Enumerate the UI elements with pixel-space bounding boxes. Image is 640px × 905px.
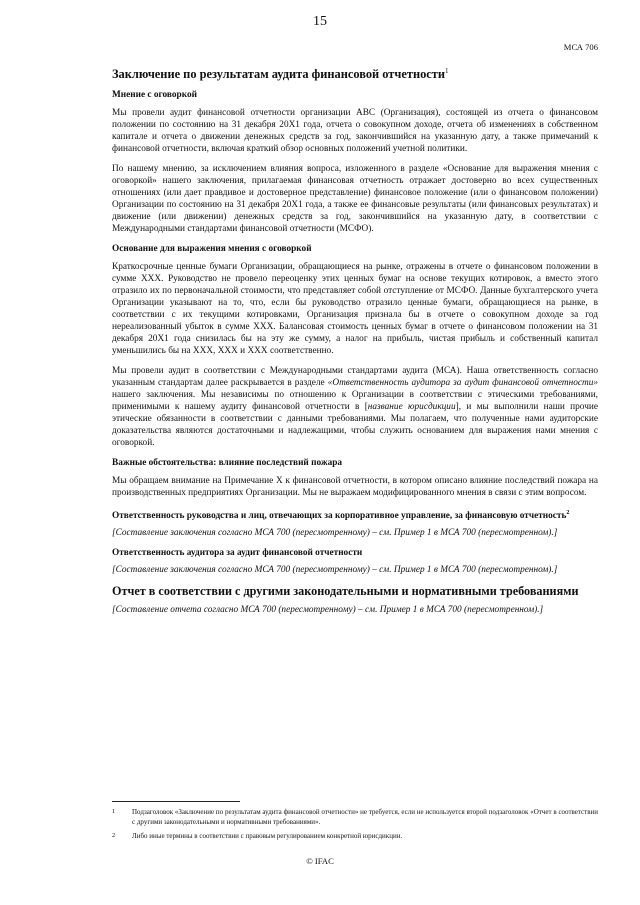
footnote-ref-1: 1 (445, 67, 449, 75)
footnote-1-text: Подзаголовок «Заключение по результатам аудита финансовой отчетности» не требуется, если не используется второй подзаголовок «Отчет в соответствии с другими законодательными и нормативными требованиями». (132, 808, 598, 826)
main-heading (112, 64, 598, 82)
footnote-ref-2: 2 (566, 510, 570, 517)
document-reference: МСА 706 (563, 42, 598, 52)
opinion-paragraph-2: По нашему мнению, за исключением влияния вопроса, изложенного в разделе «Основание для выражения мнения с оговоркой» нашего заключения, прилагаемая финансовая отчетность отражает достоверно во всех существенных отношениях (или дает правдивое и достоверное представление) финансовое положение (или о финансовом положении) Организации по состоянию на 31 декабря 20Х1 года, а также ее финансовые результаты (или финансовых результатах) и движение (или движении) денежных средств за год, закончившийся на указанную дату, в соответствии с Международными стандартами финансовой отчетности (МСФО). (112, 164, 598, 235)
basis-p2-text-e: ], и мы выполнили наши прочие этические обязанности в соответствии с данными требованиями. Мы полагаем, что полученные нами аудиторские доказательства являются достаточными и надлежащими, чтобы служить основанием для выражения нами мнения с оговоркой. (112, 402, 598, 449)
basis-paragraph-2 (112, 365, 598, 449)
basis-p2-text-c: нашего заключения. Мы независимы по отношению к Организации в соответствии с этическими требованиями, применимыми к нашему аудиту финансовой отчетности в [ (112, 390, 598, 413)
basis-paragraph-1: Краткосрочные ценные бумаги Организации, обращающиеся на рынке, отражены в отчете о финансовом положении в сумме XXX. Руководство не провело переоценку этих ценных бумаг на основе текущих котировок, а вместо этого отразило их по первоначальной стоимости, что представляет собой отступление от МСФО. Данные бухгалтерского учета Организации указывают на то, что, если бы руководство отразило ценные бумаги, обращающиеся на рынке, в соответствии с их текущими котировками, Организация признала бы в отчете о совокупном доходе за год нереализованный убыток в сумме XXX. Балансовая стоимость ценных бумаг в отчете о финансовом положении на 31 декабря 20Х1 года снизилась бы на эту же сумму, а налог на прибыль, чистая прибыль и собственный капитал уменьшились бы на XXX, XXX и XXX соответственно. (112, 262, 598, 357)
footnote-2 (112, 831, 598, 841)
opinion-heading: Мнение с оговоркой (112, 90, 197, 101)
management-heading-text: Ответственность руководства и лиц, отвечающих за корпоративное управление, за финансовую отчетность (112, 511, 567, 522)
other-requirements-heading: Отчет в соответствии с другими законодательными и нормативными требованиями (112, 584, 579, 599)
basis-p2-text-a: Мы провели аудит в соответствии с Международными стандартами аудита (МСА). Наша ответственность согласно указанным стандартам далее раскрывается в разделе (112, 366, 598, 389)
auditor-responsibility-paragraph (112, 564, 598, 576)
emphasis-heading: Важные обстоятельства: влияние последствий пожара (112, 458, 343, 469)
footnote-divider (112, 801, 240, 802)
auditor-responsibility-heading: Ответственность аудитора за аудит финансовой отчетности (112, 548, 363, 559)
page-number: 15 (313, 14, 327, 29)
footnote-1-number: 1 (112, 808, 116, 815)
other-placeholder-text: [Составление отчета согласно МСА 700 (пересмотренному) – см. Пример 1 в МСА 700 (пересмотренном).] (112, 605, 544, 616)
other-requirements-paragraph (112, 604, 598, 616)
footnote-2-text: Либо иные термины в соответствии с правовым регулированием конкретной юрисдикции. (132, 832, 403, 840)
opinion-paragraph-1: Мы провели аудит финансовой отчетности организации ABC (Организация), состоящей из отчета о финансовом положении по состоянию на 31 декабря 20Х1 года, отчета о совокупном доходе, отчета об изменениях в собственном капитале и отчета о движении денежных средств за год, закончившийся на указанную дату, а также примечаний к финансовой отчетности, включая краткий обзор основных положений учетной политики. (112, 108, 598, 155)
footnote-1 (112, 807, 598, 827)
emphasis-paragraph: Мы обращаем внимание на Примечание X к финансовой отчетности, в котором описано влияние последствий пожара на производственных предприятиях Организации. Мы не выражаем модифицированного мнения в связи с этим вопросом. (112, 476, 598, 499)
management-placeholder-text: [Составление заключения согласно МСА 700 (пересмотренному) – см. Пример 1 в МСА 700 (пересмотренном).] (112, 528, 558, 539)
basis-p2-jurisdiction: название юрисдикции (367, 402, 456, 413)
management-responsibility-heading (112, 507, 598, 522)
copyright-footer: © IFAC (306, 856, 334, 866)
footnote-2-number: 2 (112, 832, 116, 839)
main-heading-text: Заключение по результатам аудита финансовой отчетности (112, 67, 446, 82)
page-content (112, 62, 598, 624)
basis-heading: Основание для выражения мнения с оговоркой (112, 244, 312, 255)
auditor-placeholder-text: [Составление заключения согласно МСА 700 (пересмотренному) – см. Пример 1 в МСА 700 (пересмотренном).] (112, 565, 558, 576)
basis-p2-italic-title: «Ответственность аудитора за аудит финансовой отчетности» (327, 378, 598, 389)
management-responsibility-paragraph (112, 527, 598, 539)
